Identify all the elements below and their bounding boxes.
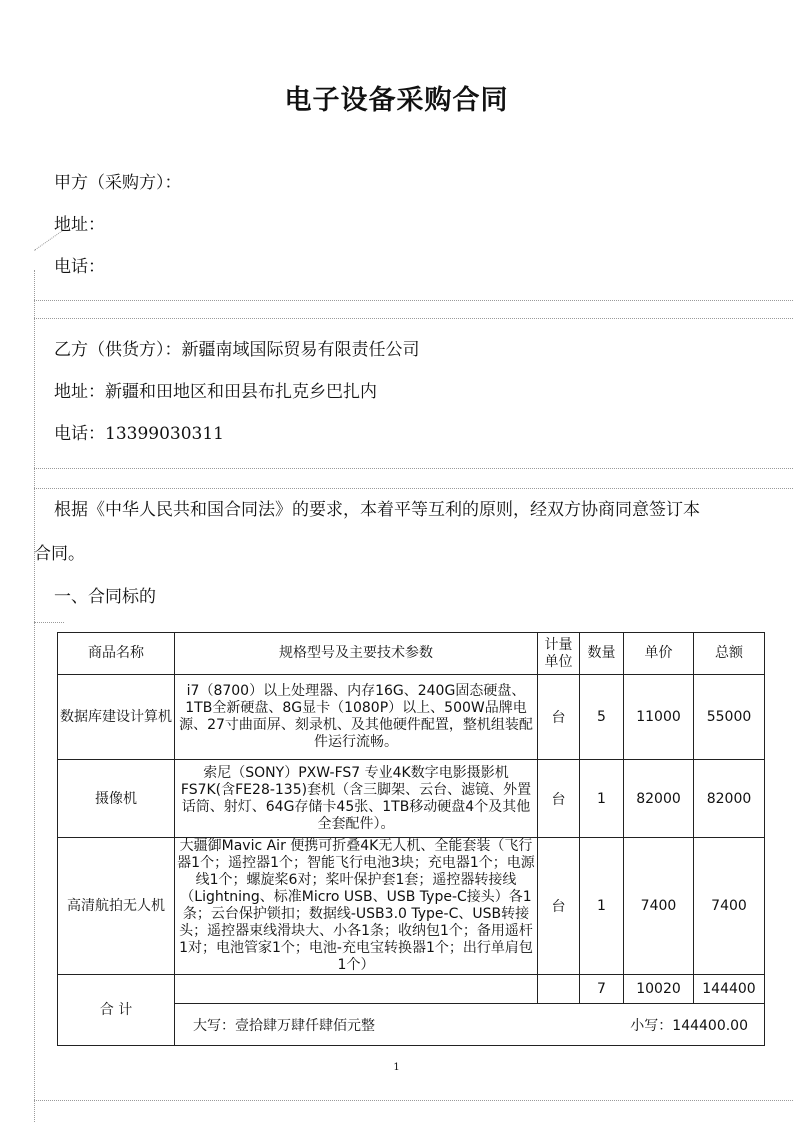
item-qty: 1	[580, 760, 624, 838]
header-unit: 计量单位	[538, 633, 580, 675]
margin-guide	[34, 270, 35, 1122]
item-price: 7400	[624, 838, 694, 975]
item-qty: 5	[580, 675, 624, 760]
item-unit: 台	[538, 675, 580, 760]
item-total: 55000	[694, 675, 765, 760]
total-spec-empty	[175, 975, 538, 1004]
table-header-row	[58, 633, 765, 675]
amount-in-figures: 小写：144400.00	[630, 1017, 748, 1034]
document-title: 电子设备采购合同	[284, 85, 509, 116]
party-a-address: 地址：	[54, 215, 105, 235]
header-name: 商品名称	[58, 633, 175, 675]
item-unit: 台	[538, 760, 580, 838]
item-spec: 索尼（SONY）PXW-FS7 专业4K数字电影摄影机 FS7K(含FE28-135)套机（含三脚架、云台、滤镜、外置话筒、射灯、64G存储卡45张、1TB移动硬盘4个及其他全套配件）。	[175, 760, 538, 838]
intro-line-2: 合同。	[34, 544, 85, 564]
items-table	[57, 632, 765, 1046]
total-amount: 144400	[694, 975, 765, 1004]
page-number: 1	[393, 1062, 400, 1073]
party-a-label: 甲方（采购方）：	[54, 173, 182, 193]
table-row	[58, 838, 765, 975]
amount-cell	[175, 1004, 765, 1046]
party-b-label: 乙方（供货方）：新疆南域国际贸易有限责任公司	[54, 340, 420, 360]
total-price: 10020	[624, 975, 694, 1004]
item-name: 数据库建设计算机	[58, 675, 175, 760]
total-row	[58, 975, 765, 1004]
total-unit-empty	[538, 975, 580, 1004]
header-total: 总额	[694, 633, 765, 675]
total-qty: 7	[580, 975, 624, 1004]
section-heading: 一、合同标的	[54, 587, 156, 607]
item-qty: 1	[580, 838, 624, 975]
margin-guide	[34, 1100, 793, 1101]
intro-paragraph	[34, 488, 774, 576]
party-b-address: 地址：新疆和田地区和田县布扎克乡巴扎内	[54, 382, 377, 402]
header-spec: 规格型号及主要技术参数	[175, 633, 538, 675]
item-price: 82000	[624, 760, 694, 838]
margin-guide	[34, 318, 793, 319]
table-row	[58, 675, 765, 760]
margin-guide	[34, 622, 64, 623]
party-b-phone: 电话：13399030311	[54, 424, 224, 444]
party-a-phone: 电话：	[54, 257, 105, 277]
margin-guide	[34, 468, 793, 469]
item-unit: 台	[538, 838, 580, 975]
header-price: 单价	[624, 633, 694, 675]
item-name: 高清航拍无人机	[58, 838, 175, 975]
header-qty: 数量	[580, 633, 624, 675]
item-spec: 大疆御Mavic Air 便携可折叠4K无人机、全能套装（飞行器1个；遥控器1个；智能飞行电池3块；充电器1个；电源线1个；螺旋桨6对；桨叶保护套1套；遥控器转接线（Lightning、标准Micro USB、USB Type-C接头）各1条；云台保护锁扣；数据线-USB3.0 Type-C、USB转接头；遥控器束线滑块大、小各1条；收纳包1个；备用遥杆1对；电池管家1个；电池-充电宝转换器1个；出行单肩包1个）	[175, 838, 538, 975]
item-name: 摄像机	[58, 760, 175, 838]
total-label: 合 计	[58, 975, 175, 1046]
item-total: 7400	[694, 838, 765, 975]
intro-line-1: 根据《中华人民共和国合同法》的要求，本着平等互利的原则，经双方协商同意签订本	[54, 500, 700, 520]
item-total: 82000	[694, 760, 765, 838]
amount-in-words: 大写：壹拾肆万肆仟肆佰元整	[193, 1017, 375, 1034]
table-row	[58, 760, 765, 838]
margin-guide	[34, 300, 793, 301]
item-price: 11000	[624, 675, 694, 760]
item-spec: i7（8700）以上处理器、内存16G、240G固态硬盘、1TB全新硬盘、8G显卡（1080P）以上、500W品牌电源、27寸曲面屏、刻录机、及其他硬件配置，整机组装配件运行流畅。	[175, 675, 538, 760]
